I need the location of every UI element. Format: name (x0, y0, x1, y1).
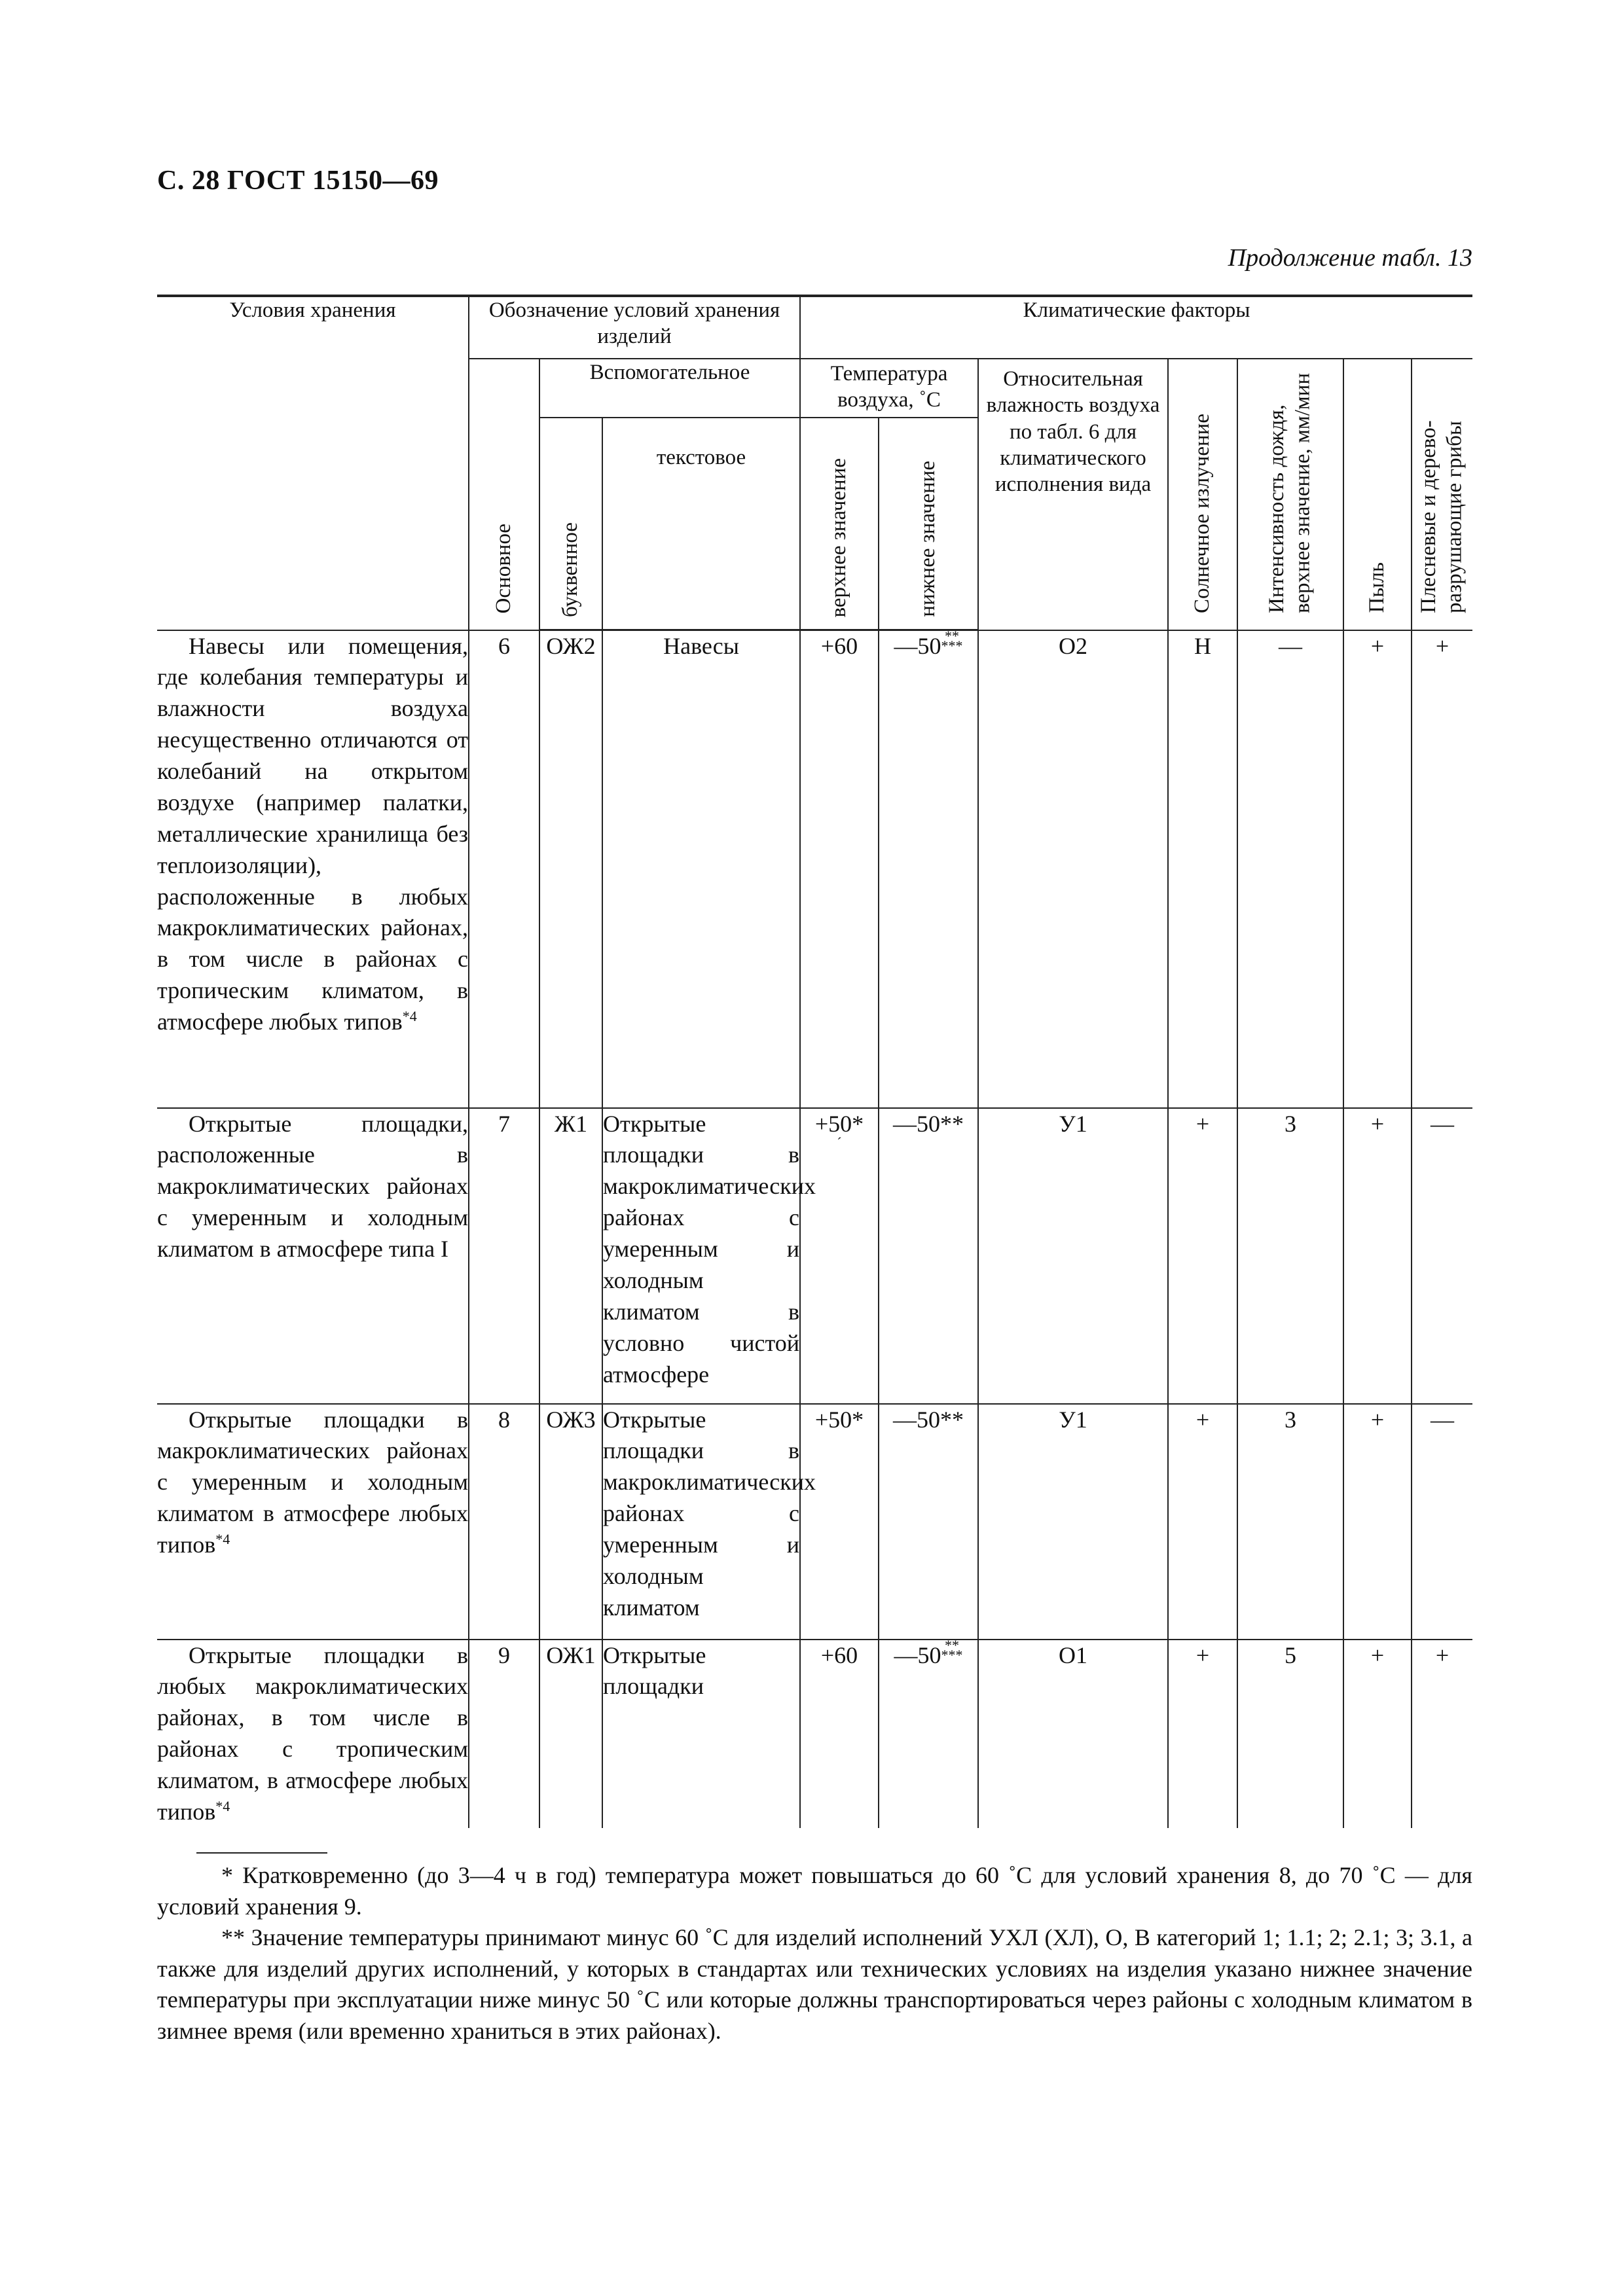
header-storage-conditions: Условия хранения (157, 296, 469, 630)
cell-dust: + (1343, 1640, 1412, 1828)
cell-solar: + (1168, 1640, 1237, 1828)
header-relative-humidity: Относительная влажность воздуха по табл. 6 для климатического исполнения вида (978, 359, 1168, 630)
cell-condition: Открытые площадки, расположенные в макроклиматических районах с умеренным и холодным климатом в атмосфере типа I (157, 1108, 469, 1404)
cell-lower: —50 ** *** (879, 1640, 978, 1828)
cell-condition: Открытые площадки в любых макроклиматических районах, в том числе в районах с тропическим климатом, в атмосфере любых типов$^{*4}$ (157, 1640, 469, 1828)
cell-basic: 6 (469, 630, 539, 1108)
header-air-temperature: Температура воздуха, ˚С (800, 359, 978, 418)
header-auxiliary: Вспомогательное (539, 359, 800, 418)
cell-fungi: + (1412, 630, 1472, 1108)
cell-textual: Открытые площадки (602, 1640, 800, 1828)
cell-solar: + (1168, 1404, 1237, 1640)
table-row (157, 1108, 1472, 1404)
cell-rain: 3 (1237, 1108, 1343, 1404)
cell-letter: ОЖ1 (539, 1640, 602, 1828)
cell-lower: —50 ** *** (879, 630, 978, 1108)
cell-dust: + (1343, 630, 1412, 1108)
cell-textual: Открытые площадки в макроклиматических районах с умеренным и холодным климатом (602, 1404, 800, 1640)
footnote-divider (196, 1852, 327, 1854)
cell-dust: + (1343, 1108, 1412, 1404)
cell-textual: Открытые площадки в макроклиматических районах с умеренным и холодным климатом в условно чистой атмосфере (602, 1108, 800, 1404)
cell-lower: —50** (879, 1108, 978, 1404)
cell-solar: + (1168, 1108, 1237, 1404)
cell-fungi: + (1412, 1640, 1472, 1828)
header-basic: Основное (469, 359, 539, 630)
cell-letter: ОЖ3 (539, 1404, 602, 1640)
header-designation-group: Обозначение условий хранения изделий (469, 296, 800, 359)
header-climatic-factors: Климатические факторы (800, 296, 1472, 359)
cell-fungi: — (1412, 1108, 1472, 1404)
header-letter: буквенное (539, 418, 602, 630)
cell-dust: + (1343, 1404, 1412, 1640)
table-row (157, 630, 1472, 1108)
header-textual: текстовое (602, 418, 800, 630)
cell-fungi: — (1412, 1404, 1472, 1640)
cell-condition: Навесы или помещения, где колебания температуры и влажности воздуха несущественно отличаются от колебаний на открытом воздухе (например палатки, металлические хранилища без теплоизоляции), расположенные в любых макроклиматических районах, в том числе в районах с тропическим климатом, в атмосфере любых типов$^{*4}$ (157, 630, 469, 1108)
table-row (157, 1640, 1472, 1828)
cell-rain: 3 (1237, 1404, 1343, 1640)
cell-basic: 9 (469, 1640, 539, 1828)
header-upper-value: верхнее значение (800, 418, 879, 630)
cell-letter: ОЖ2 (539, 630, 602, 1108)
footnote-1: * Кратковременно (до 3—4 ч в год) температура может повышаться до 60 ˚С для условий хранения 8, до 70 ˚С — для условий хранения 9. (157, 1862, 1472, 1920)
cell-humidity: О2 (978, 630, 1168, 1108)
header-rain-intensity: Интенсивность дождя, верхнее значение, мм/мин (1237, 359, 1343, 630)
page-title: С. 28 ГОСТ 15150—69 (157, 166, 439, 196)
cell-upper: +50* ´ (800, 1108, 879, 1404)
footnotes (157, 1860, 1472, 2047)
footnote-2: ** Значение температуры принимают минус 60 ˚С для изделий исполнений УХЛ (ХЛ), О, В категорий 1; 1.1; 2; 2.1; 3; 3.1, а также для изделий других исполнений, у которых в стандартах или технических условиях на изделия указано нижнее значение температуры при эксплуатации ниже минус 50 ˚С или которые должны транспортироваться через районы с холодным климатом в зимнее время (или временно храниться в этих районах). (157, 1924, 1472, 2044)
cell-humidity: У1 (978, 1108, 1168, 1404)
header-mold-fungi: Плесневые и дерево-разрушающие грибы (1412, 359, 1472, 630)
header-dust: Пыль (1343, 359, 1412, 630)
cell-lower: —50** (879, 1404, 978, 1640)
cell-humidity: О1 (978, 1640, 1168, 1828)
header-lower-value: нижнее значение (879, 418, 978, 630)
cell-condition: Открытые площадки в макроклиматических районах с умеренным и холодным климатом в атмосфере любых типов$^{*4}$ (157, 1404, 469, 1640)
cell-solar: Н (1168, 630, 1237, 1108)
cell-upper: +60 (800, 630, 879, 1108)
table-row (157, 1404, 1472, 1640)
storage-conditions-table (157, 295, 1472, 1828)
header-solar-radiation: Солнечное излучение (1168, 359, 1237, 630)
cell-rain: 5 (1237, 1640, 1343, 1828)
cell-textual: Навесы (602, 630, 800, 1108)
cell-basic: 8 (469, 1404, 539, 1640)
table-continuation-label: Продолжение табл. 13 (1228, 244, 1472, 272)
cell-upper: +50* (800, 1404, 879, 1640)
cell-upper: +60 (800, 1640, 879, 1828)
cell-basic: 7 (469, 1108, 539, 1404)
cell-rain: — (1237, 630, 1343, 1108)
cell-letter: Ж1 (539, 1108, 602, 1404)
cell-humidity: У1 (978, 1404, 1168, 1640)
